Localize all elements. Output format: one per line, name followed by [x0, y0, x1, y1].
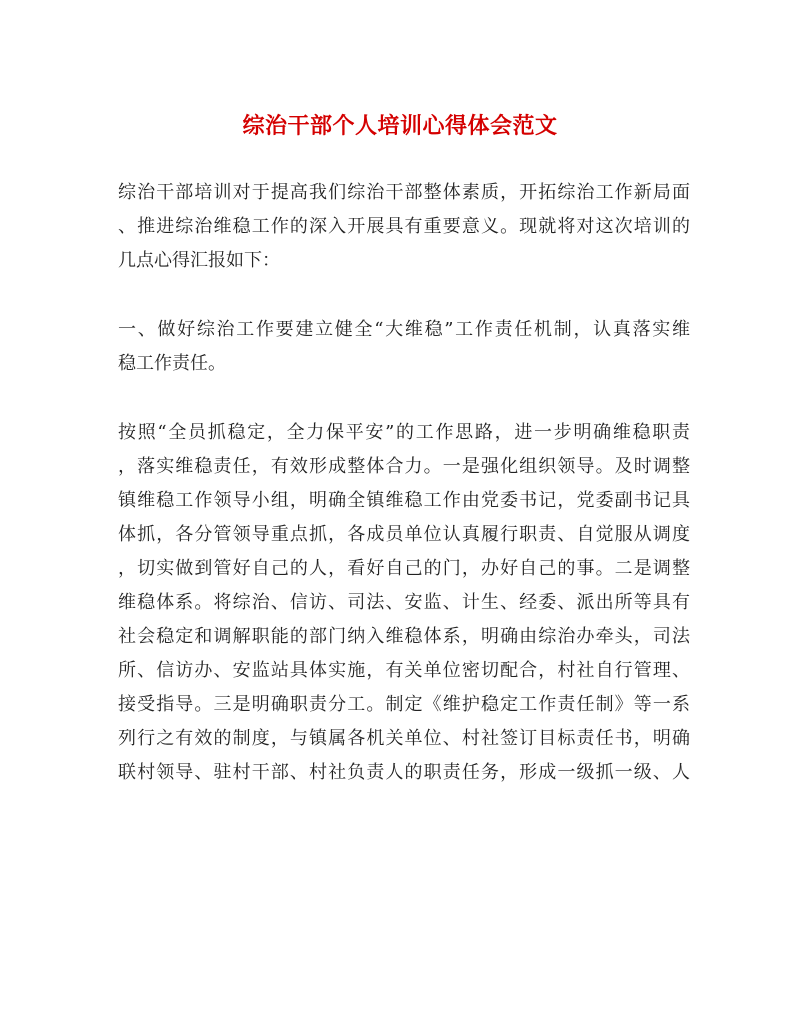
- text-line: 联村领导、驻村干部、村社负责人的职责任务，形成一级抓一级、人: [118, 762, 690, 783]
- paragraph-heading-one: [118, 313, 690, 381]
- text-line: ，切实做到管好自己的人，看好自己的门，办好自己的事。二是调整: [118, 558, 690, 579]
- text-line: 社会稳定和调解职能的部门纳入维稳体系，明确由综治办牵头，司法: [118, 626, 690, 647]
- text-line: 体抓，各分管领导重点抓，各成员单位认真履行职责、自觉服从调度: [118, 524, 690, 545]
- text-line: 维稳体系。将综治、信访、司法、安监、计生、经委、派出所等具有: [118, 592, 690, 613]
- text-line: 综治干部培训对于提高我们综治干部整体素质，开拓综治工作新局面: [118, 182, 690, 203]
- text-line: 所、信访办、安监站具体实施，有关单位密切配合，村社自行管理、: [118, 660, 690, 681]
- text-line: 稳工作责任。: [118, 353, 226, 374]
- text-line: 按照“全员抓稳定，全力保平安”的工作思路，进一步明确维稳职责: [118, 422, 690, 443]
- document-body: [118, 176, 690, 825]
- text-line: 一、做好综治工作要建立健全“大维稳”工作责任机制，认真落实维: [118, 319, 690, 340]
- text-line: 几点心得汇报如下：: [118, 250, 280, 271]
- paragraph-body: [118, 416, 690, 790]
- text-line: 镇维稳工作领导小组，明确全镇维稳工作由党委书记，党委副书记具: [118, 490, 690, 511]
- document-title: 综治干部个人培训心得体会范文: [242, 113, 558, 139]
- text-line: 、推进综治维稳工作的深入开展具有重要意义。现就将对这次培训的: [118, 216, 690, 237]
- paragraph-intro: [118, 176, 690, 278]
- text-line: 接受指导。三是明确职责分工。制定《维护稳定工作责任制》等一系: [118, 694, 690, 715]
- text-line: ，落实维稳责任，有效形成整体合力。一是强化组织领导。及时调整: [118, 456, 690, 477]
- text-line: 列行之有效的制度，与镇属各机关单位、村社签订目标责任书，明确: [118, 728, 690, 749]
